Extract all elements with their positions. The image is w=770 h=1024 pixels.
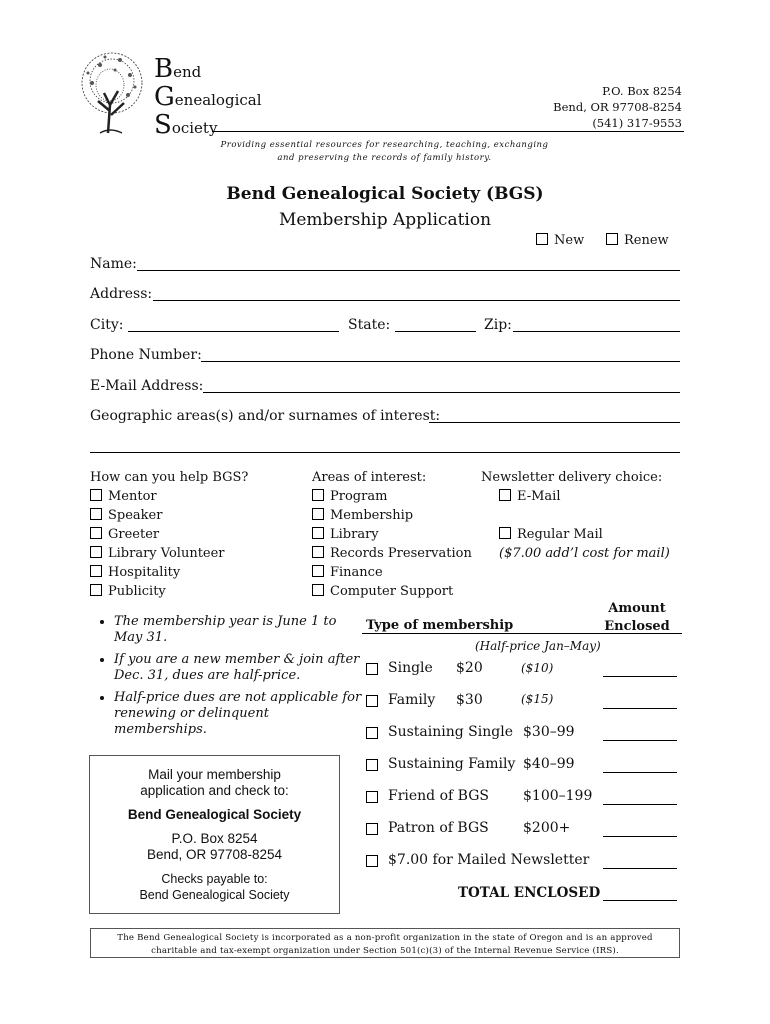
logo-letter-s: S xyxy=(154,110,172,140)
amount-field[interactable] xyxy=(603,868,677,869)
checkbox-icon xyxy=(366,663,378,675)
interest-item[interactable] xyxy=(312,506,472,525)
checkbox-icon xyxy=(90,565,102,577)
membership-name: Family xyxy=(388,692,436,708)
name-field[interactable] xyxy=(137,270,680,271)
membership-notes xyxy=(90,614,364,738)
membership-row[interactable] xyxy=(366,852,682,870)
checkbox-icon xyxy=(366,695,378,707)
interest-item-label: Library xyxy=(330,527,379,542)
tagline xyxy=(212,139,557,165)
logo-word-society: ociety xyxy=(171,119,218,137)
checkbox-icon xyxy=(90,508,102,520)
help-section xyxy=(90,468,248,601)
membership-name: Single xyxy=(388,660,433,676)
interest-item-label: Program xyxy=(330,489,388,504)
mail-box-payable2: Bend Genealogical Society xyxy=(139,888,290,902)
newsletter-email-label: E-Mail xyxy=(517,489,561,504)
geo-field[interactable] xyxy=(429,422,680,423)
membership-half-price: ($10) xyxy=(521,661,554,675)
amount-header-line1: Amount xyxy=(608,601,666,616)
note-item: • If you are a new member & join after Dec. 31, dues are half-price. xyxy=(114,652,364,684)
membership-price: $30–99 xyxy=(523,724,575,740)
footer-line1: The Bend Genealogical Society is incorporated as a non-profit organization in the state of Oregon and is an approved xyxy=(117,933,653,943)
newsletter-mail-note: ($7.00 add’l cost for mail) xyxy=(499,546,670,561)
help-item-label: Mentor xyxy=(108,489,157,504)
geo-field-line2[interactable] xyxy=(90,452,680,453)
address-block xyxy=(553,83,682,131)
newsletter-mail-label: Regular Mail xyxy=(517,527,603,542)
interest-item[interactable] xyxy=(312,544,472,563)
help-item-label: Speaker xyxy=(108,508,163,523)
amount-header-line2: Enclosed xyxy=(604,619,670,634)
tagline-line2: and preserving the records of family history. xyxy=(277,153,492,163)
checkbox-icon xyxy=(312,546,324,558)
interest-header: Areas of interest: xyxy=(312,470,427,485)
checkbox-icon xyxy=(312,508,324,520)
help-header: How can you help BGS? xyxy=(90,470,249,485)
interest-item-label: Computer Support xyxy=(330,584,454,599)
address-phone: (541) 317-9553 xyxy=(592,116,682,130)
membership-name: Patron of BGS xyxy=(388,820,489,836)
logo-word-genealogical: enealogical xyxy=(174,91,262,109)
mail-box-org: Bend Genealogical Society xyxy=(127,807,302,822)
membership-half-price: ($15) xyxy=(521,692,554,706)
mail-box-addr1: P.O. Box 8254 xyxy=(171,831,258,846)
half-price-note: (Half-price Jan–May) xyxy=(475,639,601,653)
header-divider xyxy=(212,131,684,132)
name-label: Name: xyxy=(90,256,137,272)
checkbox-icon xyxy=(312,584,324,596)
checkbox-icon xyxy=(312,565,324,577)
amount-field[interactable] xyxy=(603,740,677,741)
membership-row[interactable] xyxy=(366,724,682,742)
email-label: E-Mail Address: xyxy=(90,378,204,394)
help-item-label: Publicity xyxy=(108,584,166,599)
page-title: Bend Genealogical Society (BGS) xyxy=(226,184,544,204)
mail-box-line2: application and check to: xyxy=(140,783,289,798)
interest-item-label: Records Preservation xyxy=(330,546,472,561)
membership-price: $20 xyxy=(456,660,483,676)
interest-item[interactable] xyxy=(312,563,472,582)
renew-checkbox[interactable] xyxy=(606,233,669,248)
checkbox-icon xyxy=(366,727,378,739)
membership-price: $200+ xyxy=(523,820,571,836)
checkbox-icon xyxy=(90,527,102,539)
checkbox-icon xyxy=(499,527,511,539)
note-item: • The membership year is June 1 to May 31. xyxy=(114,614,364,646)
membership-name: Friend of BGS xyxy=(388,788,489,804)
help-item-label: Hospitality xyxy=(108,565,181,580)
checkbox-icon xyxy=(312,489,324,501)
footer-box xyxy=(90,928,680,958)
zip-label: Zip: xyxy=(484,317,512,333)
mail-box-payable1: Checks payable to: xyxy=(161,872,268,886)
checkbox-icon xyxy=(366,759,378,771)
membership-name: Sustaining Single xyxy=(388,724,513,740)
help-item-label: Greeter xyxy=(108,527,160,542)
interest-section xyxy=(312,468,472,601)
address-pobox: P.O. Box 8254 xyxy=(602,84,682,98)
tagline-line1: Providing essential resources for researching, teaching, exchanging xyxy=(220,140,549,150)
amount-field[interactable] xyxy=(603,836,677,837)
checkbox-icon xyxy=(90,584,102,596)
checkbox-icon xyxy=(366,791,378,803)
city-label: City: xyxy=(90,317,124,333)
help-item[interactable] xyxy=(90,544,248,563)
membership-price: $100–199 xyxy=(523,788,593,804)
interest-item[interactable] xyxy=(312,487,472,506)
phone-field[interactable] xyxy=(201,361,680,362)
phone-label: Phone Number: xyxy=(90,347,202,363)
help-item[interactable] xyxy=(90,487,248,506)
city-field[interactable] xyxy=(128,331,339,332)
address-label: Address: xyxy=(90,286,153,302)
state-label: State: xyxy=(348,317,391,333)
logo xyxy=(70,45,270,140)
help-item[interactable] xyxy=(90,506,248,525)
help-item[interactable] xyxy=(90,582,248,601)
new-label: New xyxy=(554,233,585,248)
footer-line2: charitable and tax-exempt organization under Section 501(c)(3) of the Internal Revenue Service (IRS). xyxy=(151,946,619,956)
email-field[interactable] xyxy=(203,392,680,393)
interest-item-label: Finance xyxy=(330,565,383,580)
newsletter-section xyxy=(481,468,670,563)
tree-icon xyxy=(70,45,150,135)
state-field[interactable] xyxy=(395,331,476,332)
checkbox-icon xyxy=(366,823,378,835)
membership-type-header: Type of membership xyxy=(366,618,514,633)
checkbox-icon xyxy=(90,489,102,501)
mail-box-addr2: Bend, OR 97708-8254 xyxy=(146,847,283,862)
amount-field[interactable] xyxy=(603,708,677,709)
checkbox-icon xyxy=(499,489,511,501)
total-field[interactable] xyxy=(603,900,677,901)
interest-item[interactable] xyxy=(312,582,472,601)
membership-header-rule xyxy=(362,633,682,634)
logo-letter-g: G xyxy=(154,82,175,112)
amount-field[interactable] xyxy=(603,804,677,805)
help-item[interactable] xyxy=(90,563,248,582)
membership-name: $7.00 for Mailed Newsletter xyxy=(388,852,590,868)
checkbox-icon xyxy=(366,855,378,867)
help-item-label: Library Volunteer xyxy=(108,546,225,561)
membership-row[interactable] xyxy=(366,692,682,710)
membership-row[interactable] xyxy=(366,788,682,806)
logo-letter-b: B xyxy=(154,54,174,84)
membership-price: $40–99 xyxy=(523,756,575,772)
amount-field[interactable] xyxy=(603,772,677,773)
interest-item-label: Membership xyxy=(330,508,414,523)
amount-header xyxy=(592,600,682,636)
zip-field[interactable] xyxy=(513,331,680,332)
checkbox-icon xyxy=(312,527,324,539)
geo-label: Geographic areas(s) and/or surnames of interest: xyxy=(90,408,441,424)
membership-price: $30 xyxy=(456,692,483,708)
newsletter-mail-option[interactable] xyxy=(481,525,670,544)
membership-row[interactable] xyxy=(366,756,682,774)
mail-box xyxy=(89,755,340,914)
checkbox-icon xyxy=(606,233,618,245)
interest-item[interactable] xyxy=(312,525,472,544)
amount-field[interactable] xyxy=(603,676,677,677)
mail-box-line1: Mail your membership xyxy=(148,767,281,782)
logo-word-bend: end xyxy=(173,63,202,81)
membership-row[interactable] xyxy=(366,820,682,838)
new-checkbox[interactable] xyxy=(536,233,584,248)
page-subtitle: Membership Application xyxy=(278,210,492,230)
checkbox-icon xyxy=(536,233,548,245)
newsletter-email-option[interactable] xyxy=(481,487,670,506)
membership-row[interactable] xyxy=(366,660,682,678)
newsletter-header: Newsletter delivery choice: xyxy=(481,470,663,485)
renew-label: Renew xyxy=(624,233,669,248)
note-item: • Half-price dues are not applicable for renewing or delinquent memberships. xyxy=(114,690,364,738)
total-label: TOTAL ENCLOSED xyxy=(458,885,601,901)
address-field[interactable] xyxy=(153,300,680,301)
help-item[interactable] xyxy=(90,525,248,544)
membership-name: Sustaining Family xyxy=(388,756,516,772)
address-city: Bend, OR 97708-8254 xyxy=(553,100,682,114)
checkbox-icon xyxy=(90,546,102,558)
